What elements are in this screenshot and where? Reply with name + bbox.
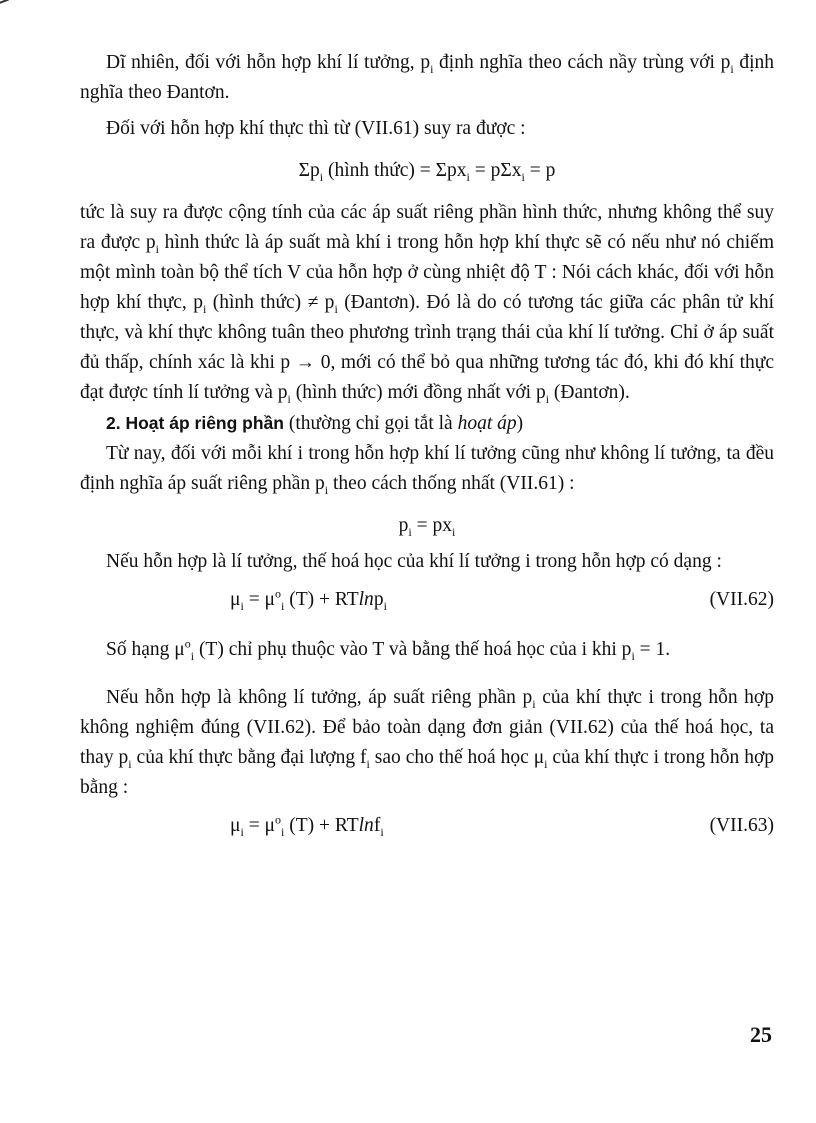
paragraph-4: Từ nay, đối với mỗi khí i trong hỗn hợp khí lí tưởng cũng như không lí tưởng, ta đều định nghĩa áp suất riêng phần $p_i$ theo cách thống nhất (VII.61) : (80, 443, 774, 497)
equation-number: (VII.62) (709, 589, 774, 610)
paragraph-5: Nếu hỗn hợp là lí tưởng, thế hoá học của khí lí tưởng i trong hỗn hợp có dạng : (106, 551, 722, 572)
scan-corner-mark (0, 0, 11, 9)
equation-number: (VII.63) (709, 815, 774, 836)
paragraph-1: Dĩ nhiên, đối với hỗn hợp khí lí tưởng, $p_i$ định nghĩa theo cách nầy trùng với $p_i$ định nghĩa theo Đantơn. (80, 52, 774, 103)
paragraph-3: tức là suy ra được cộng tính của các áp suất riêng phần hình thức, nhưng không thể suy ra được $p_i$ hình thức là áp suất mà khí i trong hỗn hợp khí thực sẽ có nếu như nó chiếm một mình toàn bộ thể tích V của hỗn hợp ở cùng nhiệt độ T : Nói cách khác, đối với hỗn hợp khí thực, $p_i$ (hình thức) ≠ $p_i$ (Đantơn). Đó là do có tương tác giữa các phân tử khí thực, và khí thực không tuân theo phương trình trạng thái của khí lí tưởng. Chỉ ở áp suất đủ thấp, chính xác là khi p → 0, mới có thể bỏ qua những tương tác đó, khi đó khí thực đạt được tính lí tưởng và $p_i$ (hình thức) mới đồng nhất với $p_i$ (Đantơn). (80, 202, 774, 406)
paragraph-6: Số hạng $\mu^o_i$ (T) chỉ phụ thuộc vào T và bằng thế hoá học của i khi $p_i = 1$. (106, 636, 671, 663)
equation-vii-62: $\mu_i = \mu^o_i$ (T) + RTlnp$_i$ (VII.62) (230, 586, 774, 613)
page-number: 25 (750, 1022, 772, 1047)
section-heading: 2. Hoạt áp riêng phần (thường chỉ gọi tắt là hoạt áp) (106, 413, 524, 434)
paragraph-2: Đối với hỗn hợp khí thực thì từ (VII.61) suy ra được : (106, 118, 526, 139)
equation-sum-partial-pressure: $\Sigma p_i$ (hình thức) = Σpx$_i$ = pΣx$_i$ = p (298, 160, 556, 184)
paragraph-7: Nếu hỗn hợp là không lí tưởng, áp suất riêng phần $p_i$ của khí thực i trong hỗn hợp không nghiệm đúng (VII.62). Để bảo toàn dạng đơn giản (VII.62) của thế hoá học, ta thay $p_i$ của khí thực bằng đại lượng $f_i$ sao cho thế hoá học $\mu_i$ của khí thực i trong hỗn hợp bằng : (80, 687, 775, 798)
equation-vii-63: $\mu_i = \mu^o_i$ (T) + RTlnf$_i$ (VII.63) (230, 812, 774, 839)
page-body (80, 48, 774, 849)
equation-partial-pressure: $p_i = px_i$ (398, 515, 456, 539)
